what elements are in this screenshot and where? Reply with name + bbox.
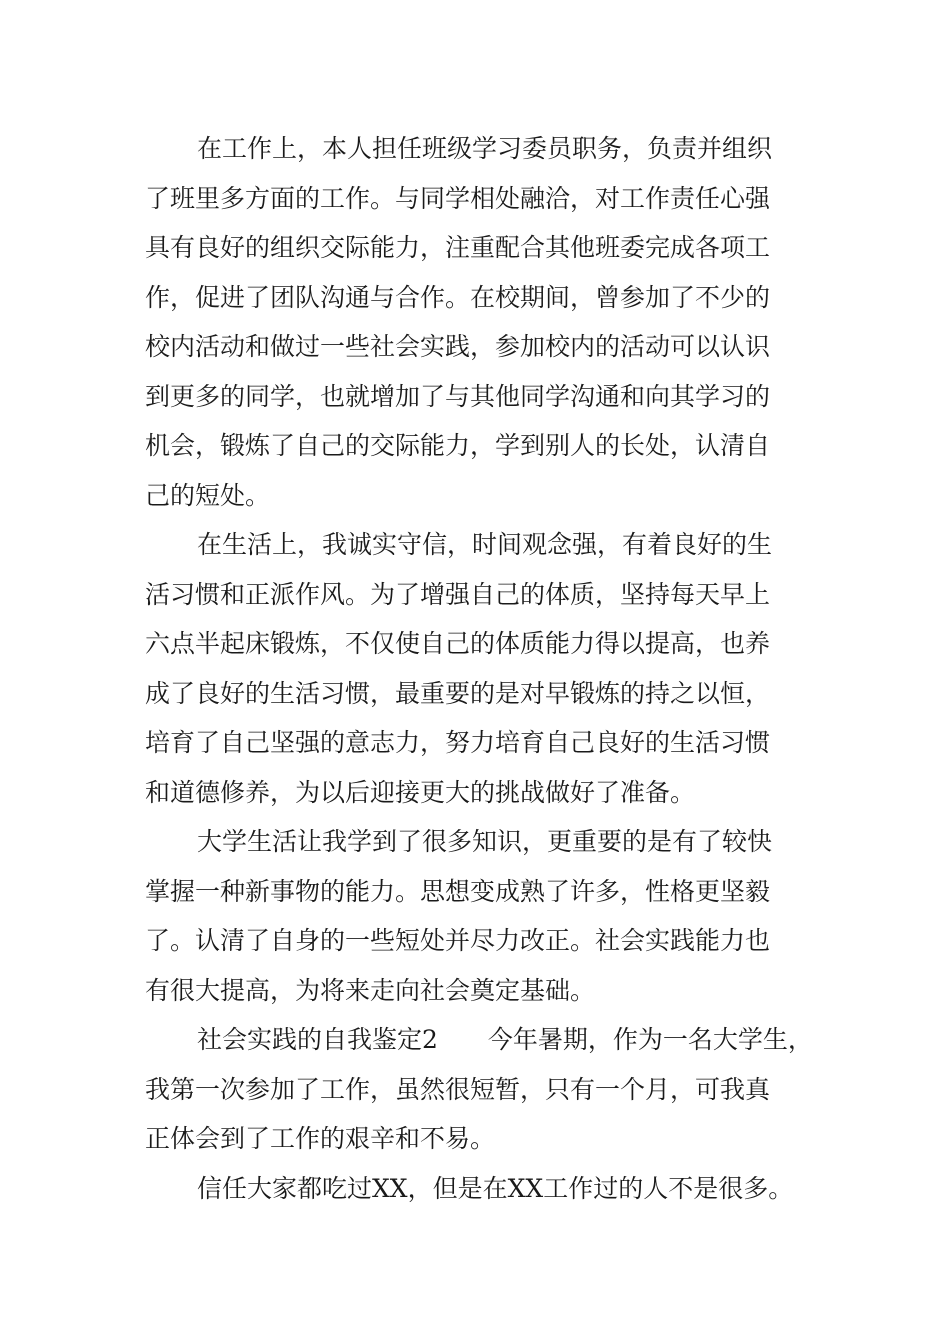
paragraph-trust	[145, 1164, 835, 1214]
document-body	[145, 124, 835, 1213]
text-line: 了班里多方面的工作。与同学相处融洽，对工作责任心强	[145, 183, 771, 213]
paragraph-university	[145, 817, 835, 1015]
text-line: 在工作上，本人担任班级学习委员职务，负责并组织	[197, 134, 773, 163]
text-line: 活习惯和正派作风。为了增强自己的体质，坚持每天早上	[145, 579, 771, 609]
text-line: 培育了自己坚强的意志力，努力培育自己良好的生活习惯	[145, 728, 771, 757]
text-line: 到更多的同学，也就增加了与其他同学沟通和向其学习的	[145, 381, 771, 411]
text-line: 我第一次参加了工作，虽然很短暂，只有一个月，可我真	[145, 1074, 771, 1104]
paragraph-life	[145, 520, 835, 817]
text-line: 己的短处。	[145, 480, 271, 510]
text-line: 成了良好的生活习惯，最重要的是对早锻炼的持之以恒，	[145, 678, 771, 708]
text-line: 作，促进了团队沟通与合作。在校期间，曾参加了不少的	[145, 282, 771, 312]
text-line: 信任大家都吃过XX，但是在XX工作过的人不是很多。	[197, 1173, 794, 1203]
text-line: 六点半起床锻炼，不仅使自己的体质能力得以提高，也养	[145, 629, 771, 658]
paragraph-self-assessment-2	[145, 1015, 835, 1164]
text-line: 了。认清了自身的一些短处并尽力改正。社会实践能力也	[145, 926, 771, 955]
text-line: 和道德修养，为以后迎接更大的挑战做好了准备。	[145, 777, 696, 807]
text-line: 具有良好的组织交际能力，注重配合其他班委完成各项工	[145, 233, 771, 262]
text-line: 正体会到了工作的艰辛和不易。	[145, 1124, 496, 1153]
text-line: 大学生活让我学到了很多知识，更重要的是有了较快	[197, 827, 773, 856]
text-line: 有很大提高，为将来走向社会奠定基础。	[145, 975, 596, 1005]
text-line: 校内活动和做过一些社会实践，参加校内的活动可以认识	[145, 332, 771, 361]
text-line: 社会实践的自我鉴定2 今年暑期，作为一名大学生，	[197, 1025, 813, 1054]
text-line: 掌握一种新事物的能力。思想变成熟了许多，性格更坚毅	[145, 876, 771, 906]
paragraph-work	[145, 124, 835, 520]
text-line: 在生活上，我诚实守信，时间观念强，有着良好的生	[197, 530, 773, 559]
text-line: 机会，锻炼了自己的交际能力，学到别人的长处，认清自	[145, 431, 771, 460]
